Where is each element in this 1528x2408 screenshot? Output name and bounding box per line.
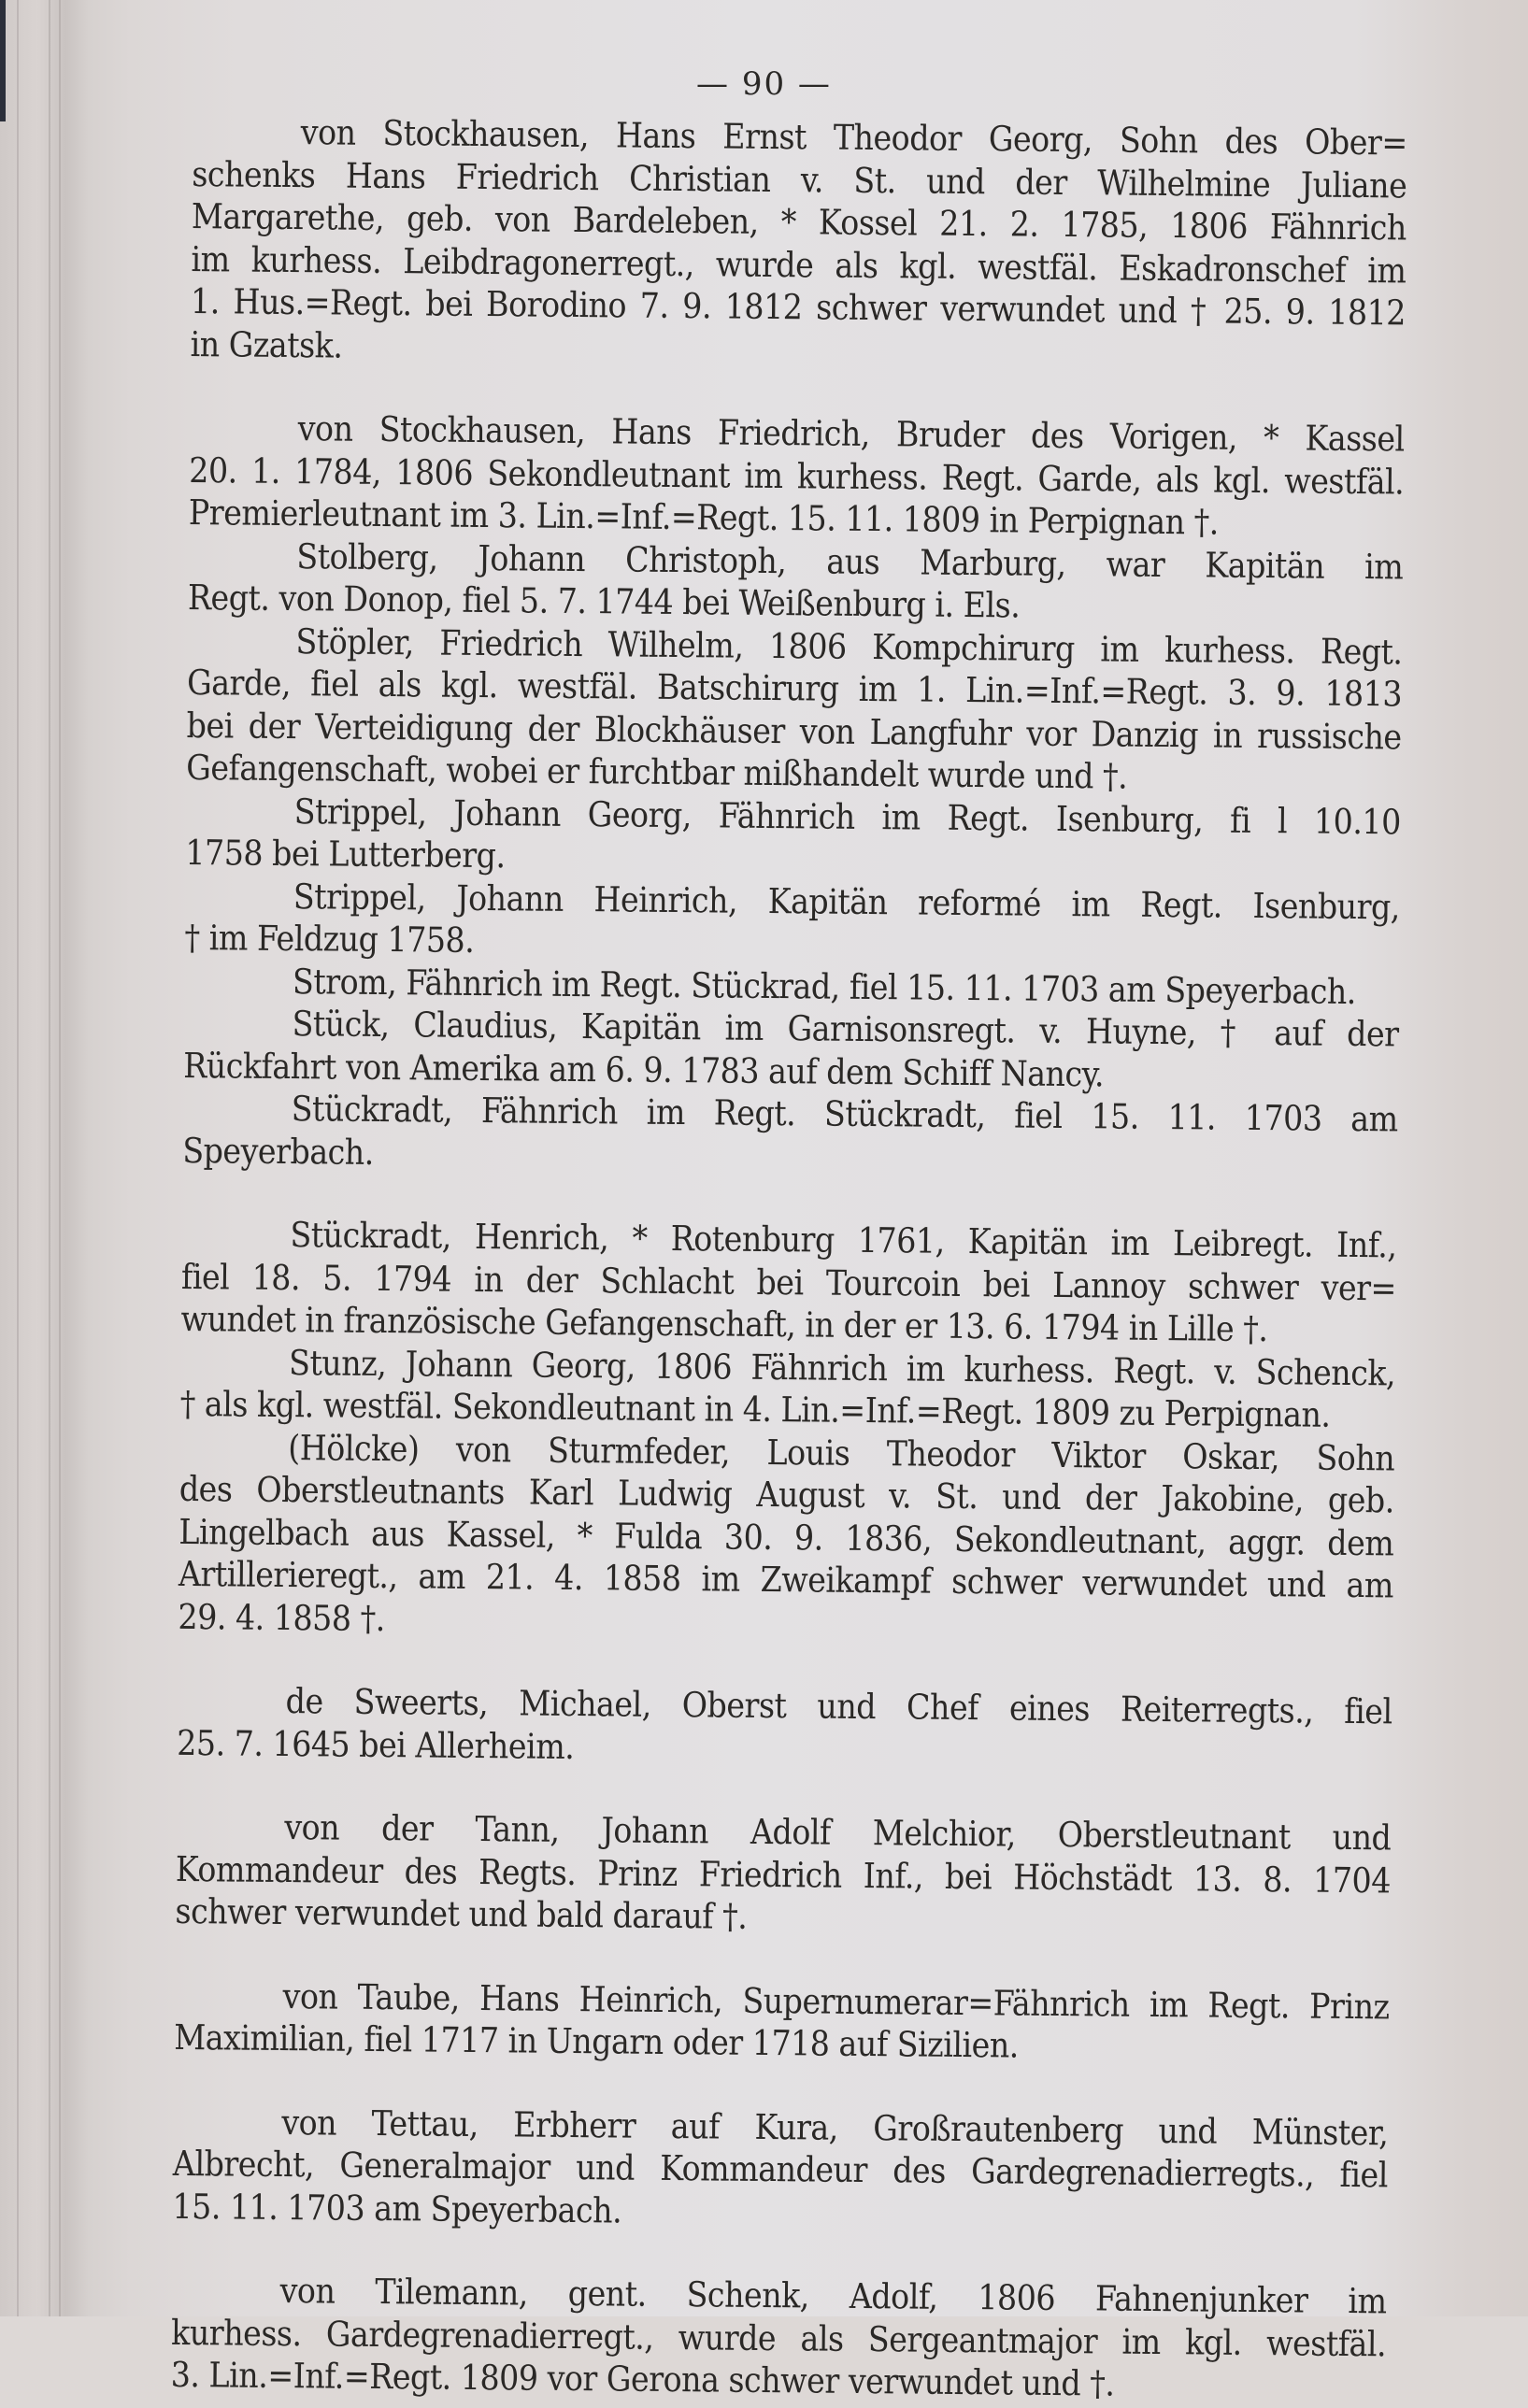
entry-text-line: 25. 7. 1645 bei Allerheim.: [177, 1722, 575, 1767]
biography-entry: [175, 1805, 1391, 1945]
biography-entry: [190, 110, 1407, 377]
entry-text-line: Speyerbach.: [182, 1130, 375, 1173]
biography-entry: [180, 1213, 1396, 1352]
entry-text-line: bei der Verteidigung der Blockhäuser von Langfuhr vor Danzig in russische: [186, 705, 1402, 757]
binding-shadow-line: [59, 0, 61, 2316]
entry-heading-line: von Stockhausen, Hans Ernst Theodor Georg, Sohn des Ober=: [300, 112, 1407, 164]
entry-text-line: 29. 4. 1858 †.: [178, 1596, 386, 1639]
entry-text-line: Gefangenschaft, wobei er furchtbar mißhandelt wurde und †.: [186, 747, 1128, 797]
entry-text-line: Lingelbach aus Kassel, * Fulda 30. 9. 1836, Sekondleutnant, aggr. dem: [179, 1511, 1394, 1563]
entry-text-line: Regt. von Donop, fiel 5. 7. 1744 bei Weißenburg i. Els.: [187, 577, 1021, 626]
entry-text-line: 15. 11. 1703 am Speyerbach.: [172, 2186, 622, 2231]
page-body-text: [171, 110, 1407, 2408]
biography-entry: [177, 1679, 1392, 1775]
page-number: — 90 —: [696, 65, 832, 103]
entry-heading-line: von Tilemann, gent. Schenk, Adolf, 1806 Fahnenjunker im: [279, 2271, 1387, 2322]
entry-text-line: 20. 1. 1784, 1806 Sekondleutnant im kurhess. Regt. Garde, als kgl. westfäl.: [189, 449, 1405, 502]
entry-text-line: Garde, fiel als kgl. westfäl. Batschirurg im 1. Lin.=Inf.=Regt. 3. 9. 1813: [186, 662, 1403, 715]
entry-text-line: Albrecht, Generalmajor und Kommandeur des Gardegrenadierregts., fiel: [172, 2143, 1389, 2196]
entry-heading-line: von Stockhausen, Hans Friedrich, Bruder des Vorigen, * Kassel: [297, 408, 1405, 460]
biography-entry: [183, 1002, 1399, 1098]
entry-text-line: Premierleutnant im 3. Lin.=Inf.=Regt. 15. 11. 1809 in Perpignan †.: [188, 492, 1220, 543]
entry-text-line: kurhess. Gardegrenadierregt., wurde als Sergeantmajor im kgl. westfäl.: [170, 2312, 1387, 2364]
binding-shadow-line: [49, 0, 50, 2316]
entry-heading-line: Stöpler, Friedrich Wilhelm, 1806 Kompchirurg im kurhess. Regt.: [295, 620, 1403, 672]
entry-heading-line: Strom, Fähnrich im Regt. Stückrad, fiel 15. 11. 1703 am Speyerbach.: [292, 961, 1357, 1012]
entry-text-line: Maximilian, fiel 1717 in Ungarn oder 1718 auf Sizilien.: [173, 2016, 1020, 2066]
entry-text-line: in Gzatsk.: [190, 323, 343, 366]
entry-heading-line: Stückradt, Fähnrich im Regt. Stückradt, fiel 15. 11. 1703 am: [291, 1089, 1398, 1140]
entry-text-line: 1. Hus.=Regt. bei Borodino 7. 9. 1812 schwer verwundet und † 25. 9. 1812: [190, 280, 1407, 334]
entry-text-line: Rückfahrt von Amerika am 6. 9. 1783 auf dem Schiff Nancy.: [182, 1045, 1105, 1094]
entry-text-line: Artillerieregt., am 21. 4. 1858 im Zweikampf schwer verwundet und am: [178, 1553, 1394, 1606]
entry-text-line: † im Feldzug 1758.: [184, 917, 475, 961]
entry-heading-line: von Tettau, Erbherr auf Kura, Großrautenberg und Münster,: [281, 2102, 1389, 2153]
binding-shadow-line: [17, 0, 19, 2316]
entry-text-line: wundet in französische Gefangenschaft, in der er 13. 6. 1794 in Lille †.: [180, 1298, 1268, 1350]
entry-text-line: fiel 18. 5. 1794 in der Schlacht bei Tourcoin bei Lannoy schwer ver=: [180, 1256, 1397, 1308]
entry-text-line: Margarethe, geb. von Bardeleben, * Kossel 21. 2. 1785, 1806 Fähnrich: [191, 195, 1407, 249]
entry-heading-line: (Hölcke) von Sturmfeder, Louis Theodor Viktor Oskar, Sohn: [288, 1427, 1395, 1478]
entry-heading-line: Stolberg, Johann Christoph, aus Marburg, war Kapitän im: [296, 535, 1404, 587]
book-spine-edge: [0, 0, 6, 121]
entry-text-line: Kommandeur des Regts. Prinz Friedrich Inf., bei Höchstädt 13. 8. 1704: [175, 1848, 1392, 1901]
biography-entry: [189, 406, 1405, 546]
biography-entry: [178, 1425, 1394, 1649]
entry-heading-line: von Taube, Hans Heinrich, Supernumerar=Fähnrich im Regt. Prinz: [282, 1975, 1390, 2027]
entry-heading-line: Strippel, Johann Georg, Fähnrich im Regt. Isenburg, fi l 10.10: [293, 791, 1401, 842]
entry-text-line: im kurhess. Leibdragonerregt., wurde als kgl. westfäl. Eskadronschef im: [191, 238, 1407, 291]
entry-heading-line: von der Tann, Johann Adolf Melchior, Oberstleutnant und: [284, 1807, 1392, 1859]
biography-entry: [188, 534, 1404, 630]
entry-text-line: schenks Hans Friedrich Christian v. St. und der Wilhelmine Juliane: [192, 153, 1407, 206]
entry-heading-line: Strippel, Johann Heinrich, Kapitän reformé im Regt. Isenburg,: [293, 876, 1401, 927]
entry-text-line: 3. Lin.=Inf.=Regt. 1809 vor Gerona schwer verwundet und †.: [170, 2354, 1115, 2404]
biography-entry: [182, 1087, 1398, 1183]
biography-entry: [171, 2269, 1387, 2408]
entry-heading-line: Stunz, Johann Georg, 1806 Fähnrich im kurhess. Regt. v. Schenck,: [288, 1342, 1396, 1393]
entry-heading-line: de Sweerts, Michael, Oberst und Chef eines Reiterregts., fiel: [285, 1681, 1392, 1732]
entry-heading-line: Stückradt, Henrich, * Rotenburg 1761, Kapitän im Leibregt. Inf.,: [290, 1215, 1397, 1266]
biography-entry: [174, 1973, 1390, 2070]
biography-entry: [184, 874, 1400, 970]
entry-text-line: † als kgl. westfäl. Sekondleutnant in 4. Lin.=Inf.=Regt. 1809 zu Perpignan.: [179, 1383, 1331, 1435]
entry-text-line: des Oberstleutnants Karl Ludwig August v. St. und der Jakobine, geb.: [179, 1468, 1394, 1521]
biography-entry: [186, 619, 1403, 800]
biography-entry: [185, 789, 1401, 885]
entry-text-line: 1758 bei Lutterberg.: [185, 832, 506, 876]
entry-heading-line: Stück, Claudius, Kapitän im Garnisonsregt. v. Huyne, † auf der: [292, 1004, 1399, 1055]
entry-text-line: schwer verwundet und bald darauf †.: [175, 1890, 748, 1937]
biography-entry: [172, 2100, 1388, 2239]
biography-entry: [179, 1340, 1395, 1436]
